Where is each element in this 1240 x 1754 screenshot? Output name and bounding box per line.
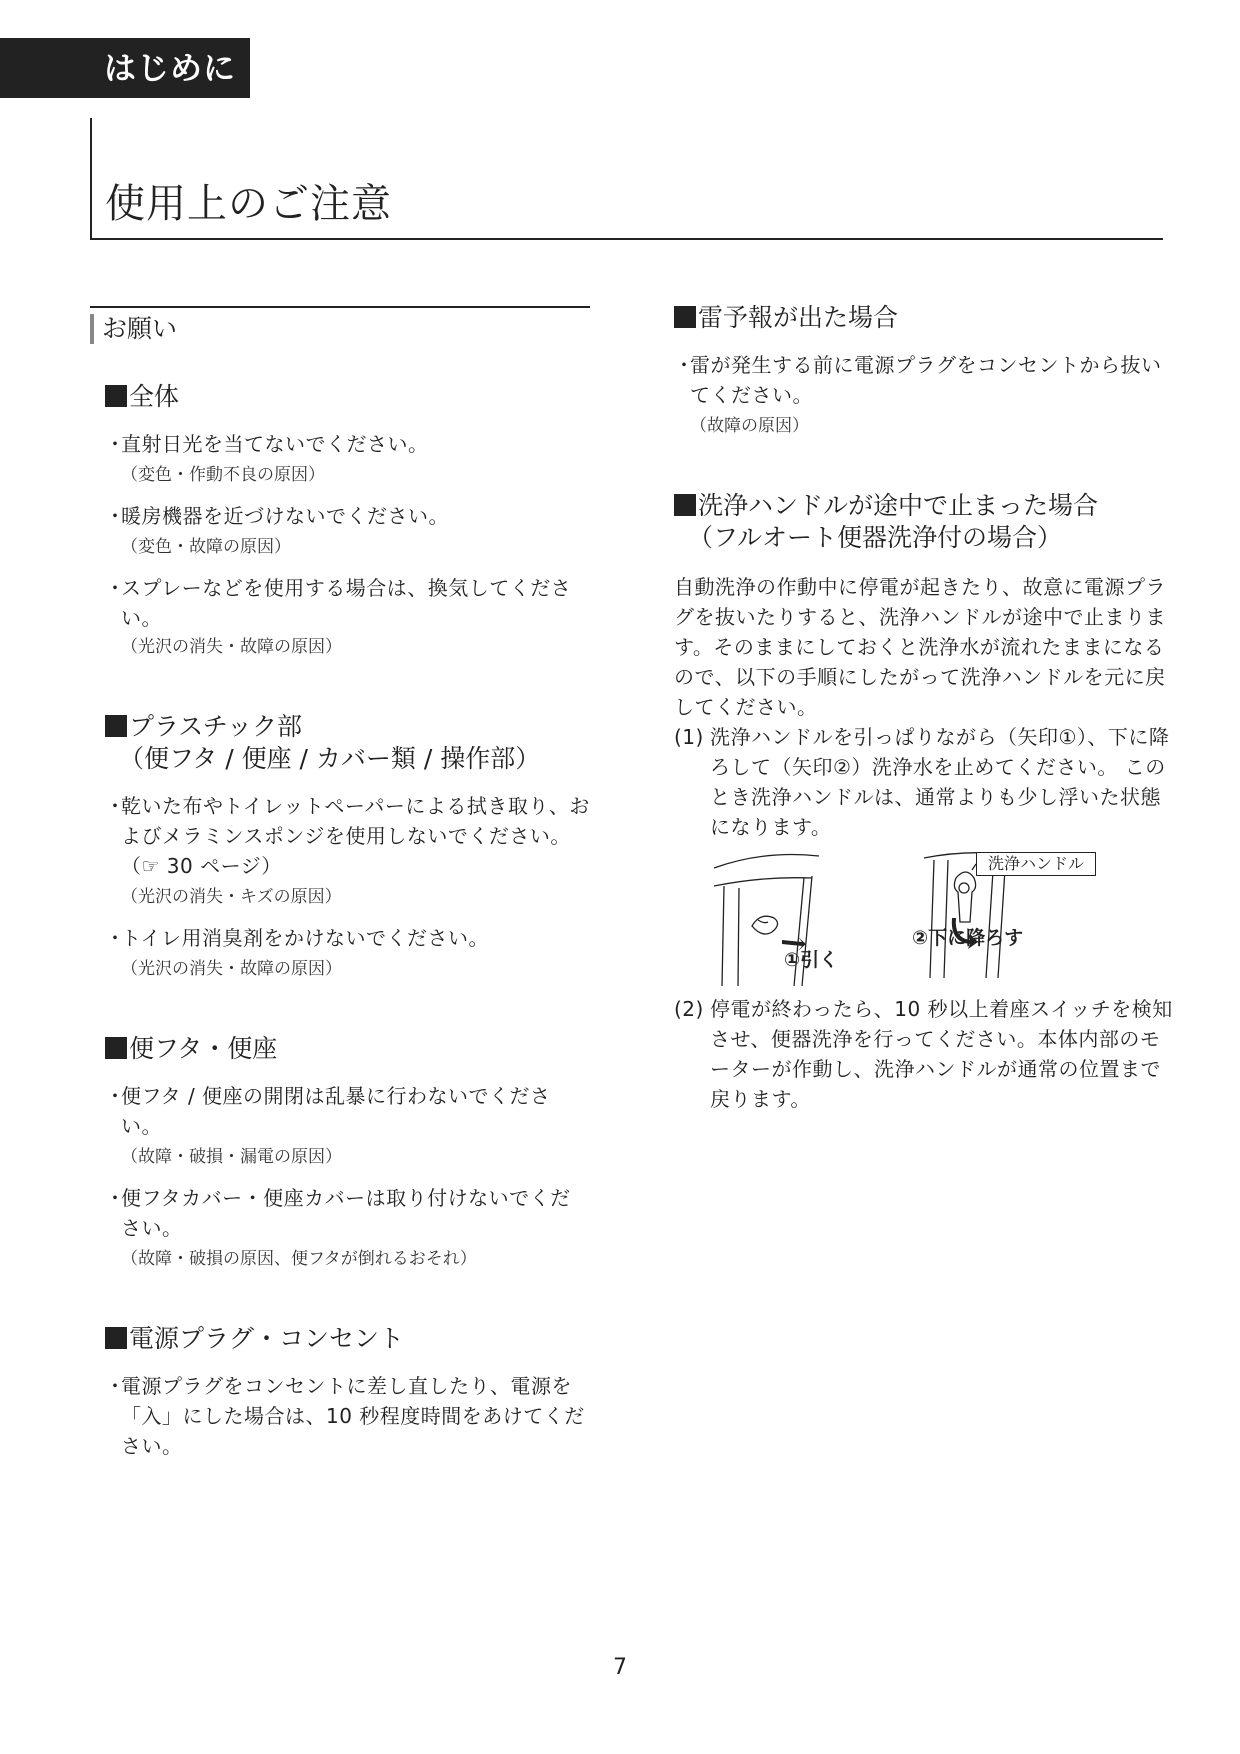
section-title: 便フタ・便座: [105, 1033, 590, 1065]
list-item: ・ 便フタ / 便座の開閉は乱暴に行わないでください。: [105, 1084, 551, 1138]
note: （故障・破損の原因、便フタが倒れるおそれ）: [121, 1249, 477, 1269]
section-zentai: [90, 381, 590, 659]
note: （光沢の消失・故障の原因）: [121, 959, 342, 979]
list-item: ・ トイレ用消臭剤をかけないでください。: [105, 926, 489, 950]
square-bullet-icon: [674, 494, 696, 516]
list-item: ・ スプレーなどを使用する場合は、換気してください。: [105, 576, 572, 630]
list-item: ・ 電源プラグをコンセントに差し直したり、電源を「入」にした場合は、10 秒程度時間をあけてください。: [105, 1374, 585, 1458]
subheader-onegai: [90, 306, 590, 348]
page-number: 7: [613, 1655, 627, 1680]
note: （故障の原因）: [690, 416, 809, 436]
title-rule-vertical: [90, 118, 92, 240]
note: （故障・破損・漏電の原因）: [121, 1147, 342, 1167]
list-item: ・ 暖房機器を近づけないでください。: [105, 504, 449, 528]
page-title: 使用上のご注意: [105, 181, 392, 227]
label-lower: ②下に降ろす: [912, 927, 1024, 949]
note: （変色・作動不良の原因）: [121, 465, 325, 485]
right-column: [674, 302, 1174, 1114]
square-bullet-icon: [105, 385, 127, 407]
section-title: 電源プラグ・コンセント: [105, 1323, 590, 1355]
note: （光沢の消失・故障の原因）: [121, 637, 342, 657]
subheader-bar: [90, 314, 94, 344]
subheader-label: お願い: [102, 314, 178, 343]
handle-illustration: [694, 848, 1154, 988]
square-bullet-icon: [674, 306, 696, 328]
note: （光沢の消失・キズの原因）: [121, 887, 342, 907]
square-bullet-icon: [105, 1327, 127, 1349]
subheader-rule: [90, 306, 590, 308]
section-title: 全体: [105, 381, 590, 413]
title-rule-horizontal: [90, 238, 1163, 240]
step-item: [674, 722, 1174, 842]
list-item: ・ 便フタカバー・便座カバーは取り付けないでください。: [105, 1186, 571, 1240]
section-plastic: [90, 711, 590, 981]
section-title: プラスチック部 （便フタ / 便座 / カバー類 / 操作部）: [105, 711, 590, 775]
list-item: ・ 乾いた布やトイレットペーパーによる拭き取り、およびメラミンスポンジを使用しないでください。: [105, 794, 590, 848]
list-item: ・ 直射日光を当てないでください。: [105, 432, 429, 456]
section-title: 雷予報が出た場合: [674, 302, 1174, 334]
page-reference: （☞ 30 ページ）: [121, 854, 282, 878]
note: （変色・故障の原因）: [121, 537, 291, 557]
list-item: ・ 雷が発生する前に電源プラグをコンセントから抜いてください。: [674, 353, 1162, 407]
section-thunder: [674, 302, 1174, 438]
section-lid: [90, 1033, 590, 1271]
step-text: 停電が終わったら、10 秒以上着座スイッチを検知させ、便器洗浄を行ってください。本体内部のモーターが作動し、洗浄ハンドルが通常の位置まで戻ります。: [710, 997, 1173, 1111]
step-number: (1): [674, 725, 704, 749]
step-item: [674, 994, 1174, 1114]
handle-callout: 洗浄ハンドル: [976, 852, 1096, 876]
left-column: [90, 306, 590, 1461]
section-handle: [674, 490, 1174, 1114]
step-text: 洗浄ハンドルを引っぱりながら（矢印①）、下に降ろして（矢印②）洗浄水を止めてください。 このとき洗浄ハンドルは、通常よりも少し浮いた状態になります。: [710, 725, 1170, 839]
label-pull: ①引く: [784, 949, 839, 971]
square-bullet-icon: [105, 1037, 127, 1059]
chapter-tab: はじめに: [0, 38, 250, 98]
intro-paragraph: 自動洗浄の作動中に停電が起きたり、故意に電源プラグを抜いたりすると、洗浄ハンドルが途中で止まります。そのままにしておくと洗浄水が流れたままになるので、以下の手順にしたがって洗浄ハンドルを元に戻してください。: [674, 575, 1166, 719]
step-number: (2): [674, 997, 704, 1021]
section-title: 洗浄ハンドルが途中で止まった場合 （フルオート便器洗浄付の場合）: [674, 490, 1174, 554]
square-bullet-icon: [105, 715, 127, 737]
section-plug: [90, 1323, 590, 1461]
